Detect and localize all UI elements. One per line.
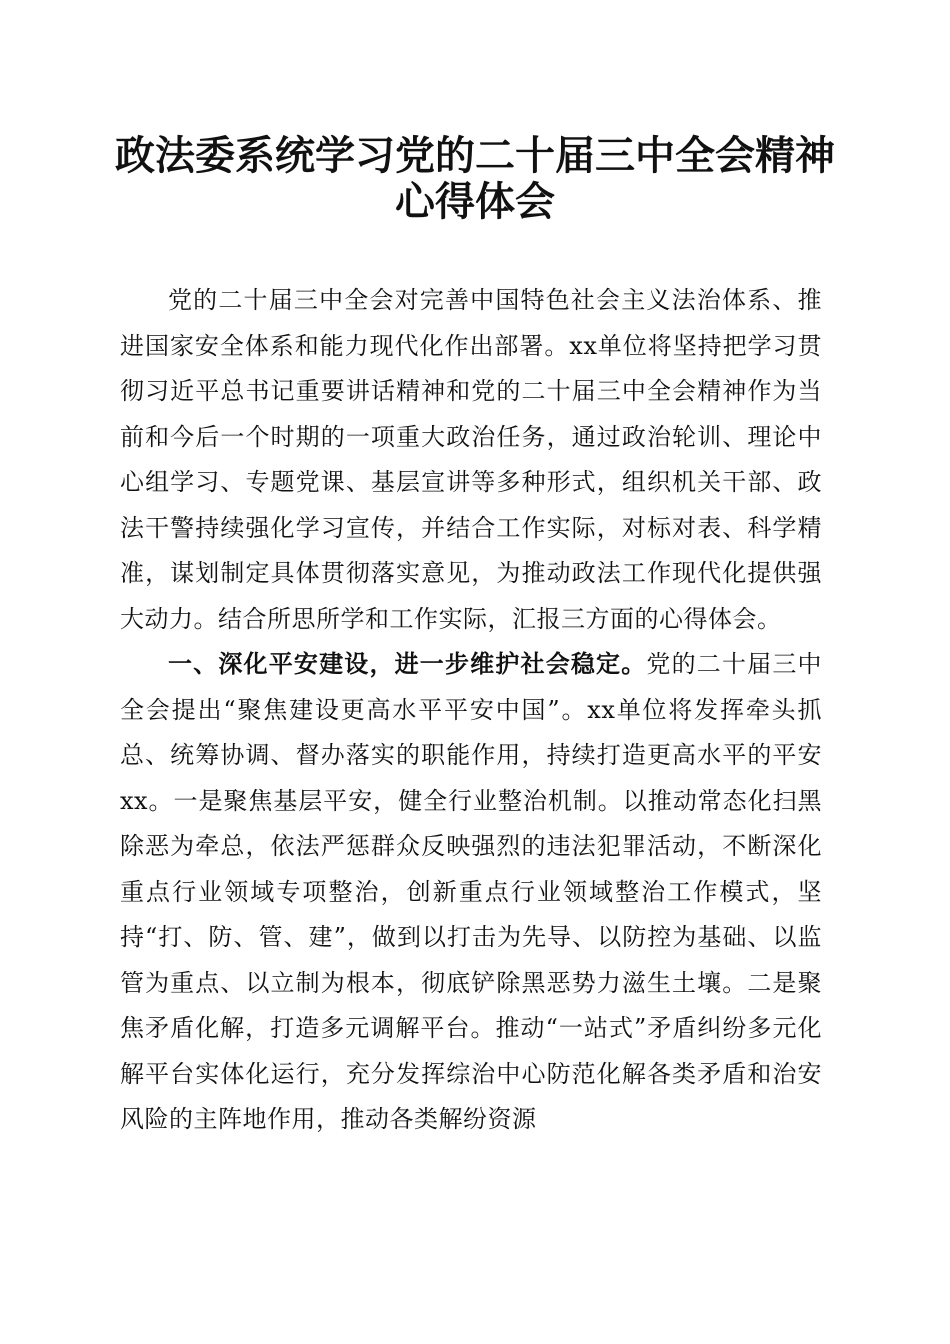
paragraph-text: 党的二十届三中全会对完善中国特色社会主义法治体系、推进国家安全体系和能力现代化作出部署。xx单位将坚持把学习贯彻习近平总书记重要讲话精神和党的二十届三中全会精神作为当前和今后一个时期的一项重大政治任务，通过政治轮训、理论中心组学习、专题党课、基层宣讲等多种形式，组织机关干部、政法干警持续强化学习宣传，并结合工作实际，对标对表、科学精准，谋划制定具体贯彻落实意见，为推动政法工作现代化提供强大动力。结合所思所学和工作实际，汇报三方面的心得体会。: [120, 286, 822, 633]
document-body: [120, 278, 822, 1143]
paragraph-section-1: [120, 642, 822, 1143]
paragraph-intro: [120, 278, 822, 642]
document-title: 政法委系统学习党的二十届三中全会精神心得体会: [115, 132, 835, 225]
section-heading: 一、深化平安建设，进一步维护社会稳定。: [168, 650, 647, 678]
paragraph-text: 党的二十届三中全会提出“聚焦建设更高水平平安中国”。xx单位将发挥牵头抓总、统筹协调、督办落实的职能作用，持续打造更高水平的平安xx。一是聚焦基层平安，健全行业整治机制。以推动常态化扫黑除恶为牵总，依法严惩群众反映强烈的违法犯罪活动，不断深化重点行业领域专项整治，创新重点行业领域整治工作模式，坚持“打、防、管、建”，做到以打击为先导、以防控为基础、以监管为重点、以立制为根本，彻底铲除黑恶势力滋生土壤。二是聚焦矛盾化解，打造多元调解平台。推动“一站式”矛盾纠纷多元化解平台实体化运行，充分发挥综治中心防范化解各类矛盾和治安风险的主阵地作用，推动各类解纷资源: [120, 650, 823, 1133]
